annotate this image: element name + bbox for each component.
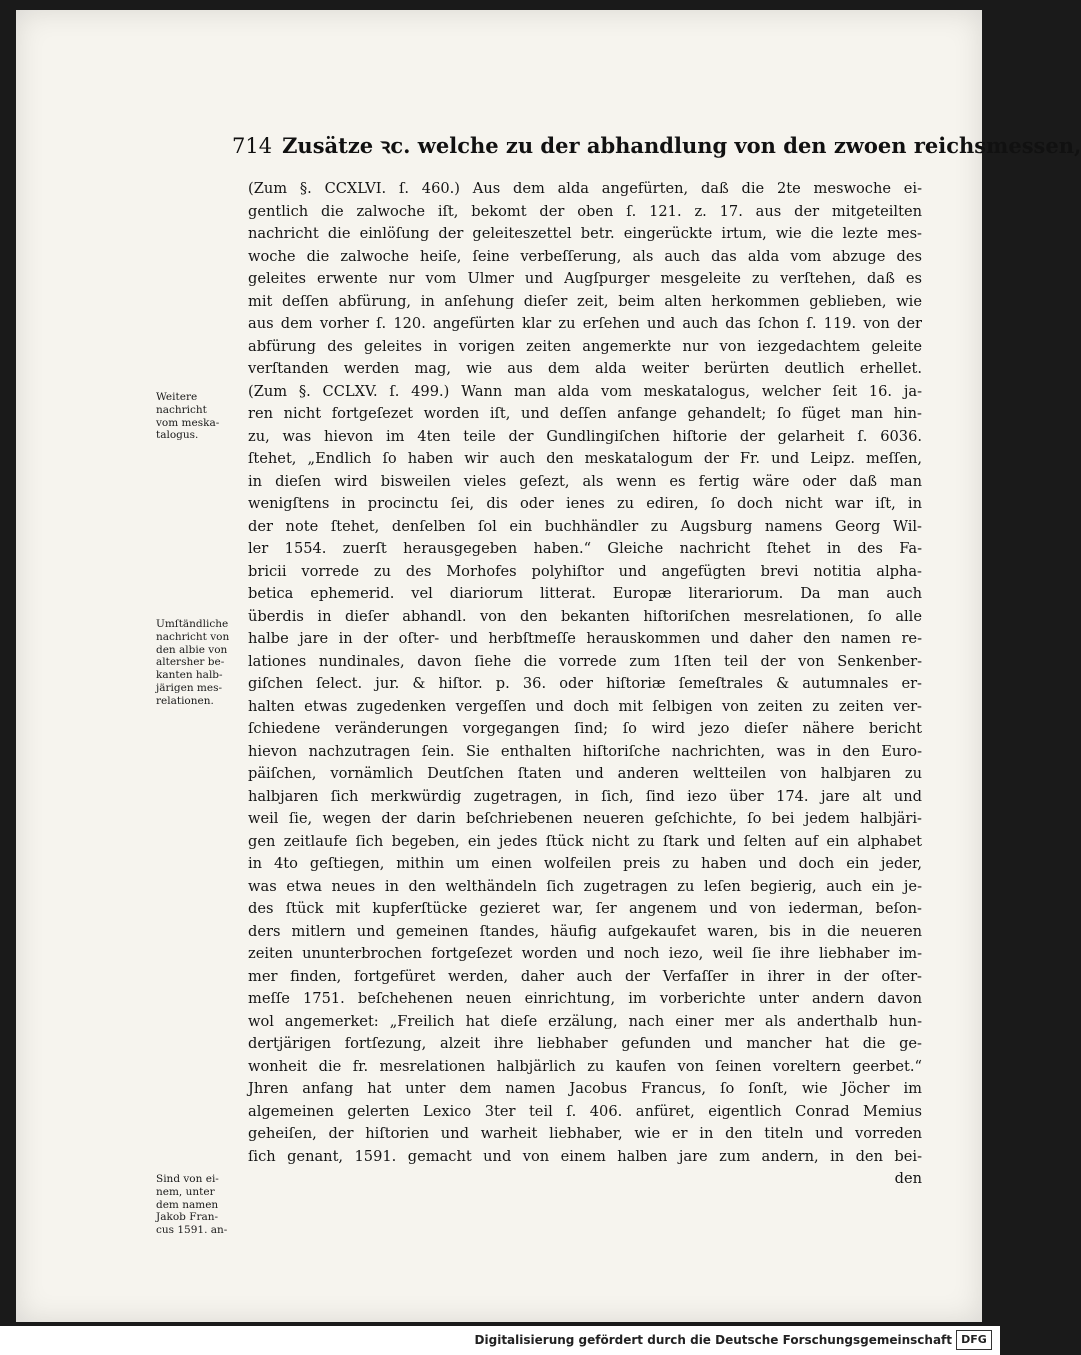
text-line: päiſchen, vornämlich Deutſchen ſtaten und anderen weltteilen von halbjaren zu [248,765,922,782]
text-line: überdis in dieſer abhandl. von den bekanten hiſtoriſchen mesrelationen, ſo alle [248,607,922,625]
margin-note [156,391,256,442]
text-line: des ſtück mit kupferſtücke gezieret war, ſer angenem und von iederman, beſon- [248,900,922,917]
text-line: ſtehet, „Endlich ſo haben wir auch den meskatalogum der Fr. und Leipz. meſſen, [248,450,922,467]
text-line: ders mitlern und gemeinen ſtandes, häufig aufgekaufet waren, bis in die neueren [248,922,922,940]
text-line: weil ſie, wegen der darin beſchriebenen neueren geſchichte, ſo bei jedem halbjäri- [248,810,922,827]
text-line: halbe jare in der oſter- und herbſtmeſſe herauskommen und daher den namen re- [248,630,922,647]
margin-note-line: vom meska- [156,416,220,429]
margin-note-line: järigen mes- [156,681,223,694]
running-title: Zusätze ꝛc. welche zu der abhandlung von den zwoen reichsmessen, [282,133,1081,158]
margin-note-line: nachricht von [156,630,230,643]
dfg-logo: DFG [956,1330,992,1350]
margin-note-line: talogus. [156,429,199,442]
text-line: gen zeitlaufe ſich begeben, ein jedes ſtück nicht zu ſtark und ſelten auf ein alphabet [248,832,922,850]
text-line: was etwa neues in den welthändeln ſich zugetragen zu leſen begierig, auch ein je- [248,877,922,895]
text-line: den [894,1170,922,1187]
page-number: 714 [232,134,273,158]
text-line: hievon nachzutragen ſein. Sie enthalten hiſtoriſche nachrichten, was in den Euro- [248,742,922,760]
text-line: geleites erwente nur vom Ulmer und Augſpurger mesgeleite zu verſtehen, daß es [248,270,922,287]
text-line: (Zum §. CCXLVI. ſ. 460.) Aus dem alda angefürten, daß die 2te meswoche ei- [248,180,922,197]
margin-note-line: dem namen [156,1198,219,1211]
margin-note-line: altersher be- [156,656,225,669]
margin-note-line: relationen. [156,694,214,707]
text-line: Jhren anfang hat unter dem namen Jacobus Francus, ſo ſonſt, wie Jöcher im [248,1080,922,1097]
text-line: ren nicht fortgeſezet worden iſt, und deſſen anfange gehandelt; ſo füget man hin- [248,405,922,422]
page-header [232,132,1081,160]
margin-note-line: kanten halb- [156,669,223,682]
text-line: in dieſen wird bisweilen vieles geſezt, als wenn es fertig wäre oder daß man [248,472,922,490]
margin-note-line: nem, unter [156,1185,215,1198]
text-line: halten etwas zugedenken vergeſſen und doch mit ſelbigen von zeiten zu zeiten ver- [248,697,922,715]
text-line: zu, was hievon im 4ten teile der Gundlingiſchen hiſtorie der gelarheit ſ. 6036. [248,427,922,445]
text-line: (Zum §. CCLXV. ſ. 499.) Wann man alda vom meskatalogus, welcher ſeit 16. ja- [248,382,922,400]
margin-note-line: Jakob Fran- [156,1211,219,1224]
text-line: wol angemerket: „Freilich hat dieſe erzälung, nach einer mer als anderthalb hun- [248,1012,922,1030]
text-line: gentlich die zalwoche iſt, bekomt der oben ſ. 121. z. 17. aus der mitgeteilten [248,202,922,220]
text-line: bricii vorrede zu des Morhofes polyhiſtor und angefügten brevi notitia alpha- [248,562,922,580]
text-line: dertjärigen fortſezung, alzeit ihre liebhaber gefunden und mancher hat die ge- [248,1035,922,1052]
text-line: lationes nundinales, davon ſiehe die vorrede zum 1ſten teil der von Senkenber- [248,652,922,670]
margin-note [156,1173,256,1237]
text-line: verſtanden werden mag, wie aus dem alda weiter berürten deutlich erhellet. [248,360,922,377]
margin-note-line: den albie von [156,643,228,656]
margin-note-line: Umſtändliche [156,618,229,630]
margin-note-line: Weitere [156,391,198,403]
margin-note-line: nachricht [156,403,207,416]
text-line: meſſe 1751. beſchehenen neuen einrichtung, im vorberichte unter andern davon [248,990,922,1007]
text-line: in 4to geſtiegen, mithin um einen wolfeilen preis zu haben und doch ein jeder, [248,855,922,872]
margin-note-line: cus 1591. an- [156,1224,228,1237]
margin-note [156,618,256,708]
text-line: mit deſſen abfürung, in anſehung dieſer zeit, beim alten herkommen geblieben, wie [248,292,922,310]
text-line: abfürung des geleites in vorigen zeiten angemerkte nur von iezgedachtem geleite [248,337,922,355]
text-line: halbjaren ſich merkwürdig zugetragen, in ſich, ſind iezo über 174. jare alt und [248,787,922,805]
funding-credit: Digitalisierung gefördert durch die Deutsche Forschungsgemeinschaft [474,1333,952,1347]
scanned-page [16,10,1081,1322]
main-text-block [248,178,922,1191]
text-line: zeiten ununterbrochen fortgeſezet worden und noch iezo, weil ſie ihre liebhaber im- [248,945,922,962]
text-line: nachricht die einlöſung der geleiteszettel betr. eingerückte irtum, wie die lezte mes- [248,225,922,242]
text-line: ler 1554. zuerſt herausgegeben haben.“ Gleiche nachricht ſtehet in des Fa- [248,540,922,557]
text-line: woche die zalwoche heiſe, ſeine verbeſſerung, als auch das alda vom abzuge des [248,247,922,265]
text-line: wenigſtens in procinctu ſei, dis oder ienes zu ediren, ſo doch nicht war iſt, in [248,495,922,512]
text-line: mer finden, fortgefüret werden, daher auch der Verfaſſer in ihrer in der oſter- [248,967,922,985]
text-line: algemeinen gelerten Lexico 3ter teil ſ. 406. anfüret, eigentlich Conrad Memius [248,1102,922,1120]
text-line: geheiſen, der hiſtorien und warheit liebhaber, wie er in den titeln und vorreden [248,1125,922,1142]
text-line: giſchen ſelect. jur. & hiſtor. p. 36. oder hiſtoriæ ſemeſtrales & autumnales er- [248,675,922,692]
text-line: der note ſtehet, denſelben ſol ein buchhändler zu Augsburg namens Georg Wil- [248,517,922,535]
text-line: ſchiedene veränderungen vorgegangen ſind; ſo wird jezo dieſer nähere bericht [248,720,922,737]
text-line: betica ephemerid. vel diariorum litterat. Europæ literariorum. Da man auch [248,585,922,602]
text-line: wonheit die fr. mesrelationen halbjärlich zu kaufen von ſeinen voreltern geerbet.“ [248,1057,922,1075]
text-line: ſich genant, 1591. gemacht und von einem halben jare zum andern, in den bei- [248,1147,922,1165]
margin-note-line: Sind von ei- [156,1173,219,1185]
text-line: aus dem vorher ſ. 120. angefürten klar zu erſehen und auch das ſchon ſ. 119. von der [248,315,922,332]
footer-bar [0,1326,1000,1355]
